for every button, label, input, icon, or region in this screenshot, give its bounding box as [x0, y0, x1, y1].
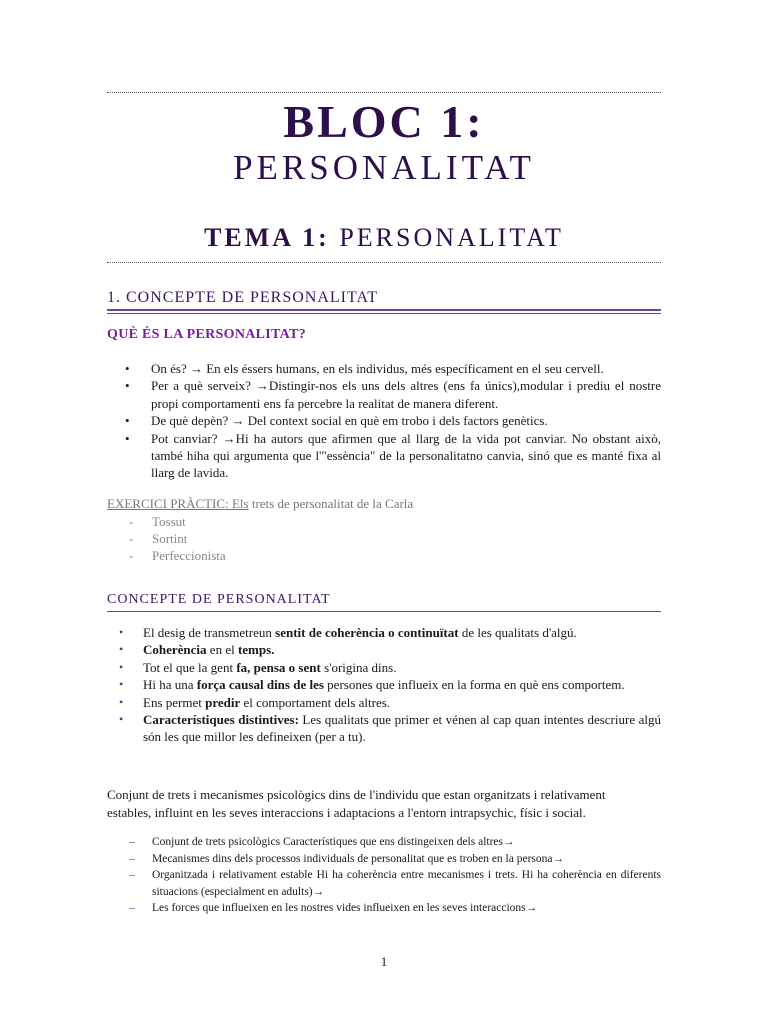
list-item: • Pot canviar? →Hi ha autors que afirmen que al llarg de la vida pot canviar. No obstant això, també hiha qui argumenta que l'"essència" de la personalitatno canvia, sinó que es manté fixa al llarg de lavida.: [125, 430, 661, 481]
document-page: BLOC 1: PERSONALITAT TEMA 1: PERSONALITAT 1. CONCEPTE DE PERSONALITAT QUÈ ÉS LA PERSONALITAT? • On és? → En els éssers humans, en els individus, més específicament en el seu cervell. • Per a què serveix? →Distingir-nos els uns dels altres (ens fa únics),modular i prediu el nostre propi comportamenti ens fa percebre la realitat de manera diferent. • De què depèn? → Del context social en què em trobo i dels factors genètics. • Pot canviar? →Hi ha autors que afirmen que al llarg de la vida pot canviar. No obstant això, també hiha qui argumenta que l'"essència" de la personalitatno canvia, sinó que es manté fixa al llarg de lavida. EXERCICI PRÀCTIC: Els trets de personalitat de la Carla - Tossut - Sortint - Perfeccionista CONCEPTE DE PERSONALITAT • El desig de transmetreun sentit de coherència o continuïtat de les qualitats d'algú. • Coherència en el temps. • Tot el que la gent fa, pensa o sent s'origina dins. • Hi ha una força causal dins de les persones que influeix en la forma en què ens comportem. • Ens permet predir el comportament dels altres. • Característiques distintives: Les qualitats que primer et vénen al cap quan intentes descriure algú són les que millor les defineixen (per a tu). Conjunt de trets i mecanismes psicològics dins de l'individu que estan organitzats i relativament estables, influint en les seves interaccions i adaptacions a l'entorn intrapsychic, físic i social. – Conjunt de trets psicològics Característiques que ens distingeixen dels altres→ – Mecanismes dins dels processos individuals de personalitat que es troben en la persona→ – Organitzada i relativament estable Hi ha coherència entre mecanismes i trets. Hi ha coherència en diferents situacions (especialment en adults)→ – Les forces que influeixen en les nostres vides influeixen en les seves interaccions→ 1: [0, 0, 768, 1024]
list-item: • Tot el que la gent fa, pensa o sent s'origina dins.: [119, 659, 397, 675]
section-heading: 1. CONCEPTE DE PERSONALITAT: [107, 289, 379, 306]
list-item: – Les forces que influeixen en les nostres vides influeixen en les seves interaccions→: [129, 902, 538, 914]
bullet-icon: •: [119, 677, 124, 692]
question-list: [107, 360, 661, 482]
list-item: • De què depèn? → Del context social en què em trobo i dels factors genètics.: [125, 413, 548, 429]
exercise-label: EXERCICI PRÀCTIC: Els: [107, 496, 249, 511]
bloc-title: BLOC 1:: [283, 96, 485, 147]
tema-number: TEMA 1:: [204, 223, 330, 252]
list-item: • Hi ha una força causal dins de les persones que influeix en la forma en què ens comportem.: [119, 677, 625, 693]
list-item: – Conjunt de trets psicològics Característiques que ens distingeixen dels altres→: [129, 836, 515, 848]
bullet-icon: •: [125, 430, 130, 446]
exercise-heading: [107, 496, 413, 512]
page-number: 1: [380, 954, 388, 969]
top-divider: [107, 92, 661, 93]
section-heading-2: CONCEPTE DE PERSONALITAT: [107, 592, 331, 607]
bullet-icon: •: [125, 378, 130, 394]
bloc-subtitle: PERSONALITAT: [233, 148, 535, 187]
list-item: – Organitzada i relativament estable Hi ha coherència entre mecanismes i trets. Hi ha coherència en diferents situacions (especialment en adults)→: [129, 869, 661, 898]
tema-divider: [107, 262, 661, 263]
concept-list: [107, 624, 661, 746]
bullet-icon: •: [119, 625, 124, 639]
bullet-icon: •: [119, 659, 124, 674]
bullet-icon: •: [119, 694, 124, 709]
bullet-icon: •: [125, 361, 130, 376]
tema-name: PERSONALITAT: [339, 223, 564, 252]
subheading: QUÈ ÉS LA PERSONALITAT?: [107, 327, 306, 342]
list-item: • On és? → En els éssers humans, en els individus, més específicament en el seu cervell.: [125, 361, 604, 376]
definition-list: [107, 834, 661, 917]
bullet-icon: •: [119, 642, 124, 657]
list-item: • Per a què serveix? →Distingir-nos els uns dels altres (ens fa únics),modular i prediu el nostre propi comportamenti ens fa percebre la realitat de manera diferent.: [125, 378, 661, 411]
list-item: • Característiques distintives: Les qualitats que primer et vénen al cap quan intentes descriure algú són les que millor les defineixen (per a tu).: [119, 712, 662, 745]
list-item: • Ens permet predir el comportament dels altres.: [119, 694, 391, 710]
list-item: • Coherència en el temps.: [119, 642, 275, 658]
exercise-text: trets de personalitat de la Carla: [248, 496, 414, 511]
heading-rule-3: [107, 611, 661, 612]
list-item: • El desig de transmetreun sentit de coherència o continuïtat de les qualitats d'algú.: [119, 625, 577, 640]
definition-paragraph: Conjunt de trets i mecanismes psicològics dins de l'individu que estan organitzats i relativament estables, influint en les seves interaccions i adaptacions a l'entorn intrapsychic, físic i social.: [107, 787, 606, 820]
list-item: – Mecanismes dins dels processos individuals de personalitat que es troben en la persona→: [129, 852, 564, 865]
bullet-icon: •: [125, 413, 130, 429]
bullet-icon: •: [119, 712, 124, 727]
heading-rule: [107, 309, 661, 311]
tema-title: [0, 222, 768, 254]
heading-rule-2: [107, 313, 661, 314]
